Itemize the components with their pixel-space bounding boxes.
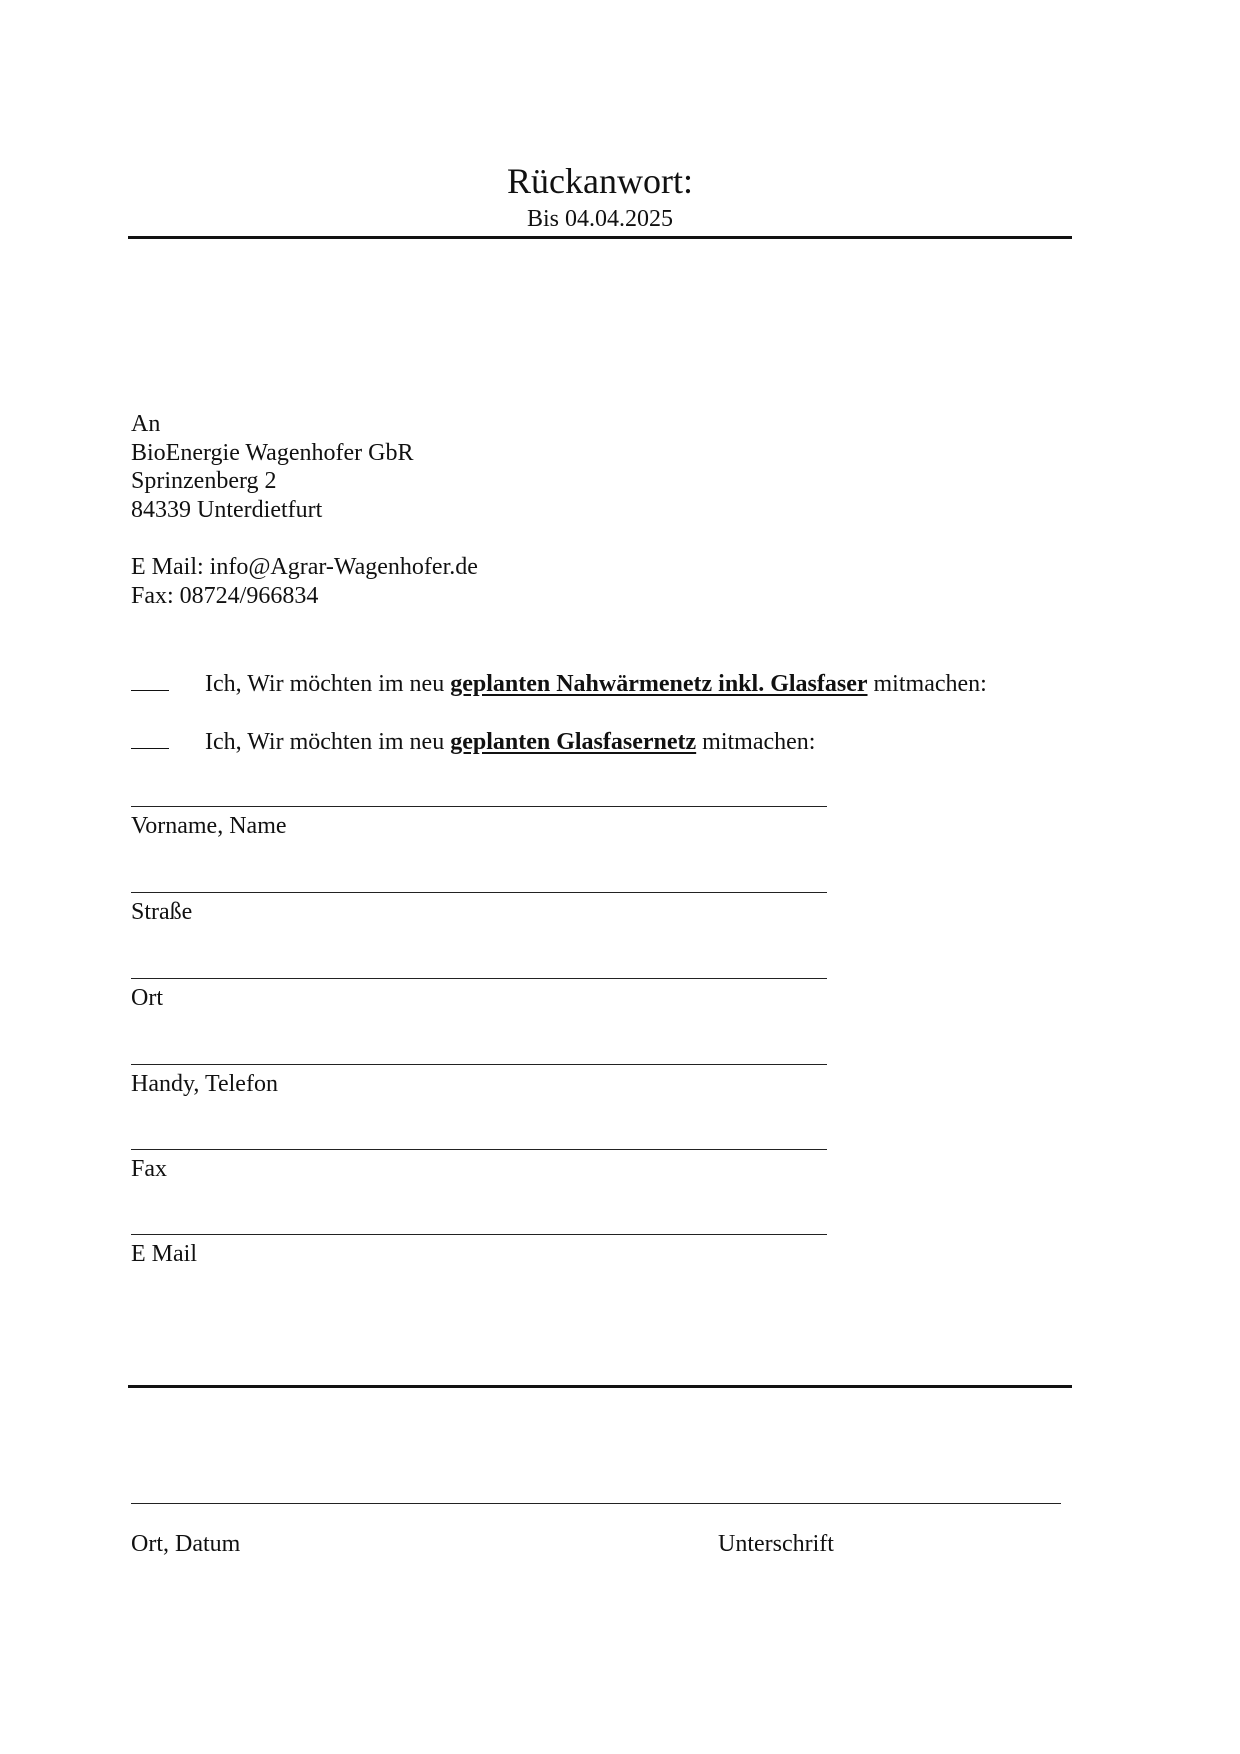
- place-date-label: Ort, Datum: [131, 1531, 241, 1557]
- option-fiber-network: [131, 726, 815, 757]
- page-title: Rückanwort:: [507, 161, 693, 201]
- option-text-prefix: Ich, Wir möchten im neu: [205, 671, 451, 697]
- field-label-fax: Fax: [131, 1156, 167, 1182]
- field-label-street: Straße: [131, 899, 193, 925]
- address-line: 84339 Unterdietfurt: [131, 496, 323, 523]
- signature-input-line[interactable]: [131, 1503, 1061, 1504]
- name-input-line[interactable]: [131, 806, 827, 807]
- field-label-name: Vorname, Name: [131, 813, 287, 839]
- option-checkbox-blank[interactable]: [131, 726, 169, 749]
- option-text-prefix: Ich, Wir möchten im neu: [205, 729, 451, 755]
- option-text-bold: geplanten Nahwärmenetz inkl. Glasfaser: [450, 671, 868, 697]
- fax-input-line[interactable]: [131, 1149, 827, 1150]
- recipient-contact: [131, 553, 478, 610]
- header-divider: [128, 236, 1072, 239]
- deadline-text: Bis 04.04.2025: [526, 206, 673, 232]
- recipient-address: [131, 410, 413, 524]
- field-label-phone: Handy, Telefon: [131, 1071, 278, 1097]
- street-input-line[interactable]: [131, 892, 827, 893]
- field-label-city: Ort: [131, 985, 163, 1011]
- email-input-line[interactable]: [131, 1234, 827, 1235]
- contact-email: E Mail: info@Agrar-Wagenhofer.de: [131, 554, 478, 580]
- option-text-suffix: mitmachen:: [867, 671, 987, 697]
- phone-input-line[interactable]: [131, 1064, 827, 1065]
- option-text-suffix: mitmachen:: [696, 729, 816, 755]
- option-checkbox-blank[interactable]: [131, 668, 169, 691]
- option-text-bold: geplanten Glasfasernetz: [450, 729, 697, 755]
- address-line: BioEnergie Wagenhofer GbR: [131, 439, 414, 466]
- contact-fax: Fax: 08724/966834: [131, 582, 319, 609]
- option-heat-network: [131, 668, 987, 699]
- address-line: An: [131, 411, 161, 437]
- footer-divider: [128, 1385, 1072, 1388]
- signature-label: Unterschrift: [718, 1531, 834, 1557]
- field-label-email: E Mail: [131, 1241, 197, 1267]
- city-input-line[interactable]: [131, 978, 827, 979]
- address-line: Sprinzenberg 2: [131, 468, 277, 494]
